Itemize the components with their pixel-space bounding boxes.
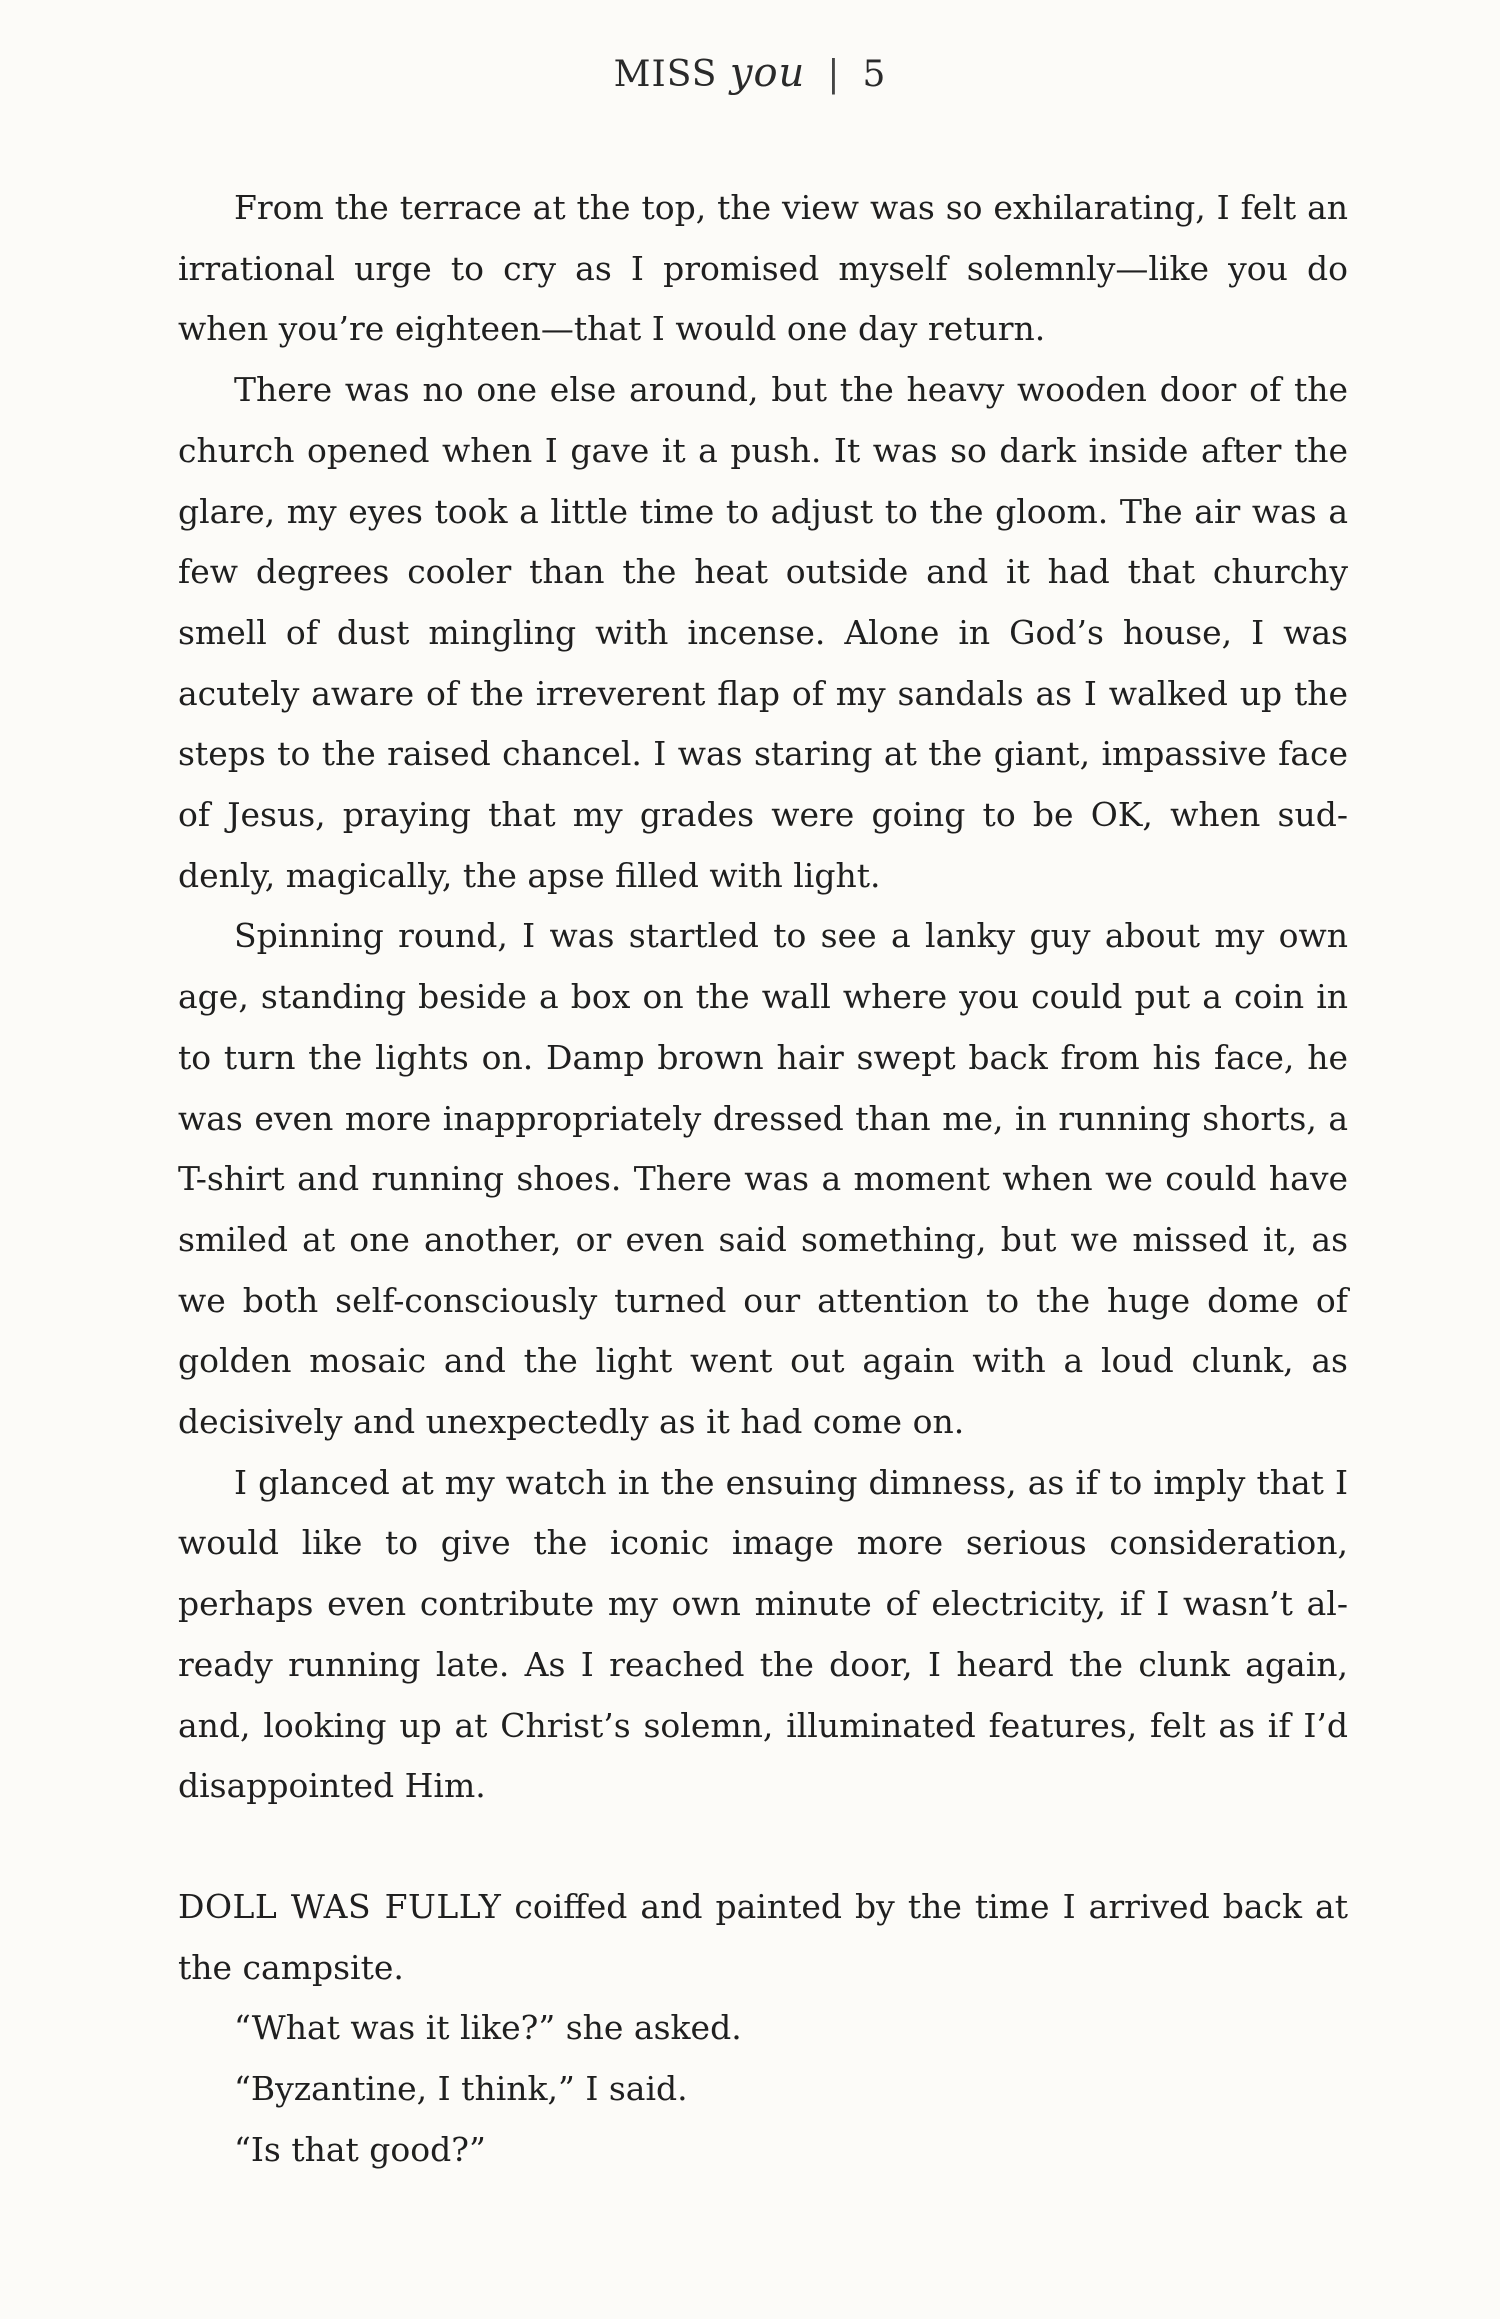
section-break (178, 1817, 1348, 1877)
paragraph: I glanced at my watch in the ensuing dimness, as if to imply that I would like to give the iconic image more serious consideration, perhaps even contribute my own minute of electricity, if I wasn’t already running late. As I reached the door, I heard the clunk again, and, looking up at Christ’s solemn, illuminated features, felt as if I’d disappointed Him. (178, 1462, 1348, 1806)
paragraph: From the terrace at the top, the view was so exhilarating, I felt an irrational urge to cry as I promised myself solemnly—like you do when you’re eighteen—that I would one day return. (178, 188, 1348, 349)
running-title-label: MISS (613, 54, 718, 95)
running-header (0, 50, 1500, 96)
body-text (178, 178, 1348, 2181)
dialogue-line: “What was it like?” she asked. (234, 2008, 742, 2048)
section-opening-paragraph (178, 1877, 1348, 1998)
paragraph: Spinning round, I was startled to see a lanky guy about my own age, standing beside a box on the wall where you could put a coin in to turn the lights on. Damp brown hair swept back from his face, he was even more inappropriately dressed than me, in running shorts, a T-shirt and running shoes. There was a moment when we could have smiled at one another, or even said something, but we missed it, as we both self-consciously turned our attention to the huge dome of golden mosaic and the light went out again with a loud clunk, as decisively and unexpectedly as it had come on. (178, 916, 1348, 1442)
running-title-word: you (729, 50, 806, 96)
paragraph: There was no one else around, but the heavy wooden door of the church opened when I gave it a push. It was so dark inside after the glare, my eyes took a little time to adjust to the gloom. The air was a few degrees cooler than the heat outside and it had that churchy smell of dust mingling with incense. Alone in God’s house, I was acutely aware of the irreverent flap of my sandals as I walked up the steps to the raised chancel. I was staring at the giant, impassive face of Jesus, praying that my grades were going to be OK, when suddenly, magically, the apse filled with light. (178, 370, 1348, 895)
dialogue-line: “Is that good?” (234, 2129, 486, 2169)
header-separator: | (827, 54, 841, 95)
page-number: 5 (862, 54, 887, 95)
dialogue-line: “Byzantine, I think,” I said. (234, 2069, 688, 2109)
small-caps-lead-in: DOLL WAS FULLY (178, 1886, 502, 1926)
paragraph-text: coiffed and painted by the time I arrived back at the campsite. (178, 1886, 1348, 1987)
